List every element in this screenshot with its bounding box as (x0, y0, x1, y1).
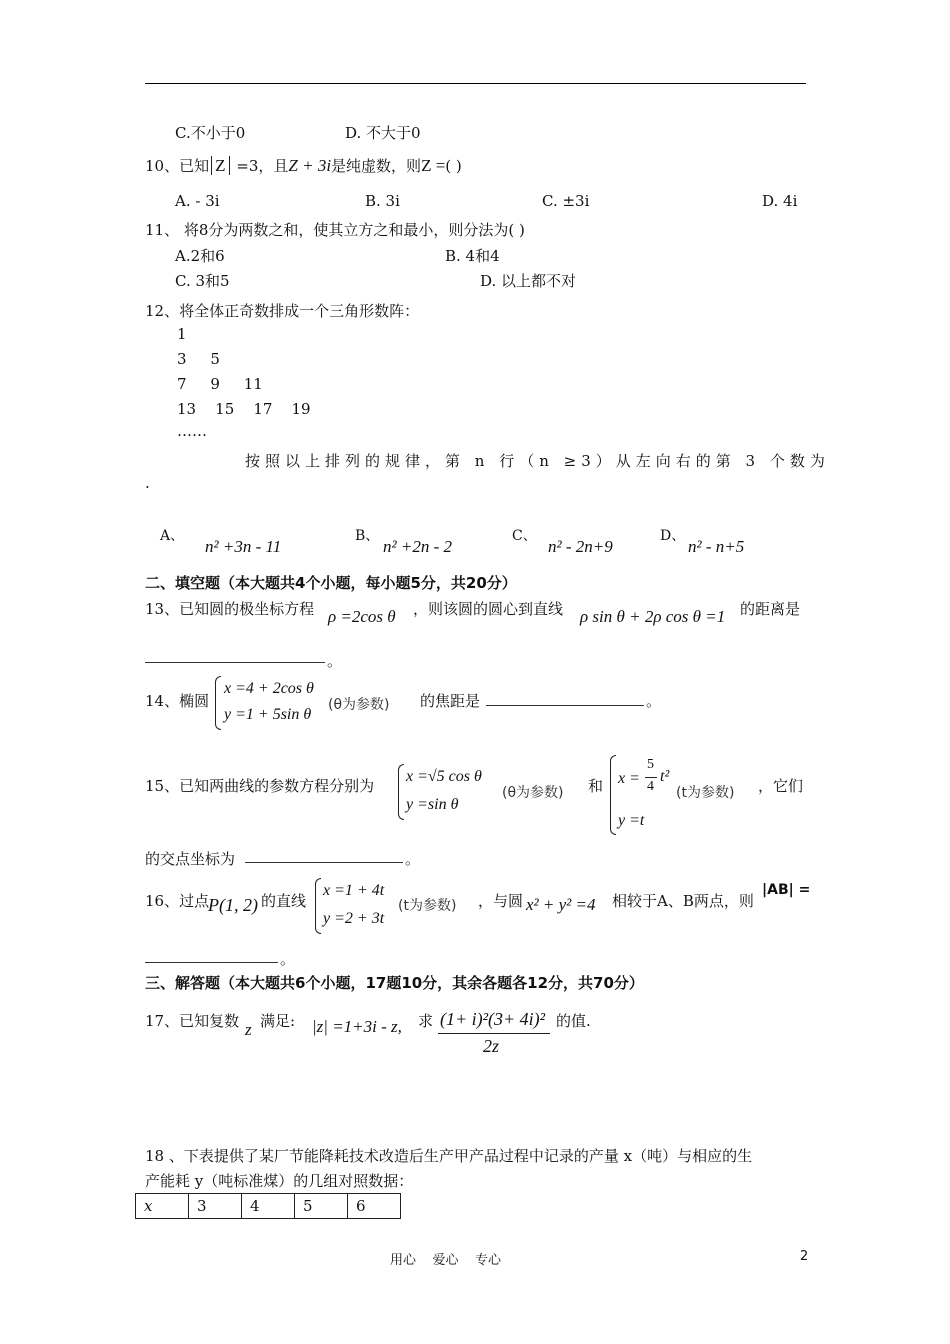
q15-brace-1 (398, 764, 404, 820)
q17-prefix: 17、已知复数 (145, 1012, 240, 1030)
q12-option-a-label: A、 (160, 528, 185, 544)
q17-eq: |z| =1+3i - z, (312, 1017, 402, 1036)
q11-stem: 11、 将8分为两数之和，使其立方之和最小，则分法为( ) (145, 221, 525, 239)
section-2-heading: 二、填空题（本大题共4个小题，每小题5分，共20分） (145, 574, 517, 592)
q10-option-a: A. - 3i (175, 192, 220, 210)
q11-option-a: A.2和6 (175, 247, 225, 265)
q15-frac-num: 5 (647, 757, 654, 772)
q17-mid: 满足: (260, 1012, 296, 1030)
q12-rule-line: 按照以上排列的规律，第 n 行（n ≥3）从左向右的第 3 个数为 (245, 452, 830, 470)
q10-tail: 是纯虚数，则 (331, 157, 422, 175)
q13-end: 。 (327, 652, 343, 670)
q14-answer-blank (486, 705, 644, 706)
q16-line2: y =2 + 3t (323, 910, 385, 927)
q15-prefix: 15、已知两曲线的参数方程分别为 (145, 777, 375, 795)
q12-row-1: 1 (177, 325, 187, 343)
q14-end: 。 (646, 692, 662, 710)
q16-prefix: 16、过点 (145, 892, 210, 910)
q14-prefix: 14、椭圆 (145, 692, 210, 710)
q15-t-squared: t² (660, 768, 670, 785)
q12-option-d: n² - n+5 (688, 537, 745, 556)
q11-option-b: B. 4和4 (445, 247, 500, 265)
q10-paren: ( ) (445, 157, 462, 175)
q16-answer-blank (145, 962, 278, 963)
q12-row-2: 3 5 (177, 350, 220, 368)
footer-motto: 用心 爱心 专心 (390, 1253, 502, 1268)
q18-data-table (135, 1193, 401, 1219)
q12-row-ellipsis: …… (177, 422, 207, 440)
q16-brace (315, 878, 321, 934)
q12-row-4: 13 15 17 19 (177, 400, 311, 418)
q15-and: 和 (588, 777, 604, 795)
q11-option-d: D. 以上都不对 (480, 272, 577, 290)
q15-param1: (θ为参数) (502, 785, 564, 801)
q12-dot: . (145, 474, 150, 492)
q10-expr: Z + 3i (288, 156, 332, 175)
q12-option-c: n² - 2n+9 (548, 537, 613, 556)
q16-point: P(1, 2) (208, 895, 258, 915)
q15-frac-den: 4 (647, 779, 654, 794)
q13-answer-blank (145, 662, 325, 663)
header-rule (145, 83, 806, 84)
q13-mid: ，则该圆的圆心到直线 (413, 600, 564, 618)
q15-m2: y =t (618, 812, 645, 829)
q17-ask: 求 (418, 1012, 434, 1030)
page-number: 2 (800, 1249, 809, 1264)
q15-answer-blank (245, 862, 403, 863)
q12-option-c-label: C、 (512, 528, 537, 544)
q15-m1-left: x = (618, 770, 640, 787)
q10-prefix: 已知 (179, 157, 210, 175)
q15-line2: y =sin θ (406, 796, 459, 813)
q18-line1: 18 、下表提供了某厂节能降耗技术改造后生产甲产品过程中记录的产量 x（吨）与相应的生 (145, 1147, 753, 1165)
q14-brace (215, 676, 221, 730)
q10-option-c: C. ±3i (542, 192, 590, 210)
q10-abs-z: Z (211, 156, 229, 175)
section-3-heading: 三、解答题（本大题共6个小题，17题10分，其余各题各12分，共70分） (145, 974, 644, 992)
q12-stem: 12、将全体正奇数排成一个三角形数阵： (145, 302, 420, 320)
q14-tail: 的焦距是 (420, 692, 481, 710)
q10-stem (145, 155, 462, 176)
q14-line1: x =4 + 2cos θ (224, 680, 314, 697)
q16-ab: |AB| = (762, 882, 811, 898)
q12-option-d-label: D、 (660, 528, 686, 544)
table-cell-header: x (136, 1194, 189, 1219)
q15-brace-2 (610, 755, 616, 835)
q12-row-3: 7 9 11 (177, 375, 263, 393)
q12-option-a: n² +3n - 11 (205, 537, 282, 556)
q9-option-c: C.不小于0 (175, 124, 246, 142)
q16-end: 。 (280, 950, 296, 968)
q12-option-b-label: B、 (355, 528, 380, 544)
q17-z: z (245, 1020, 252, 1039)
q12-option-b: n² +2n - 2 (383, 537, 452, 556)
q16-circle: x² + y² =4 (526, 895, 596, 914)
q16-param: (t为参数) (398, 898, 457, 914)
q10-option-b: B. 3i (365, 192, 400, 210)
q15-end: 。 (405, 850, 421, 868)
q10-option-d: D. 4i (762, 192, 798, 210)
q13-tail: 的距离是 (740, 600, 801, 618)
q16-mid: 的直线 (261, 892, 307, 910)
q10-mid: =3，且 (231, 157, 289, 175)
q14-param: (θ为参数) (328, 697, 390, 713)
q10-z: Z = (421, 156, 446, 175)
q14-line2: y =1 + 5sin θ (224, 706, 312, 723)
q13-eq2: ρ sin θ + 2ρ cos θ =1 (580, 607, 726, 626)
table-cell: 5 (295, 1194, 348, 1219)
q17-denominator: 2z (483, 1036, 500, 1056)
q17-numerator: (1+ i)²(3+ 4i)² (440, 1009, 546, 1029)
q16-tail: 相较于A、B两点，则 (612, 892, 754, 910)
q13-prefix: 13、已知圆的极坐标方程 (145, 600, 315, 618)
q16-line1: x =1 + 4t (323, 882, 385, 899)
q18-line2: 产能耗 y（吨标准煤）的几组对照数据： (145, 1172, 414, 1190)
q15-tail: ，它们 (758, 777, 804, 795)
q15-line2-text: 的交点坐标为 (145, 850, 236, 868)
q10-number: 10、 (145, 157, 180, 175)
q17-tail: 的值. (556, 1012, 591, 1030)
q9-option-d: D. 不大于0 (345, 124, 421, 142)
q11-option-c: C. 3和5 (175, 272, 230, 290)
table-cell: 6 (348, 1194, 401, 1219)
q13-eq1: ρ =2cos θ (328, 607, 396, 626)
q15-line1: x =√5 cos θ (406, 768, 482, 785)
table-cell: 3 (189, 1194, 242, 1219)
table-cell: 4 (242, 1194, 295, 1219)
q15-param2: (t为参数) (676, 785, 735, 801)
table-row (136, 1194, 401, 1219)
q15-frac-bar (645, 777, 657, 778)
q17-fraction-bar (438, 1033, 550, 1034)
q16-mid2: ，与圆 (478, 892, 524, 910)
